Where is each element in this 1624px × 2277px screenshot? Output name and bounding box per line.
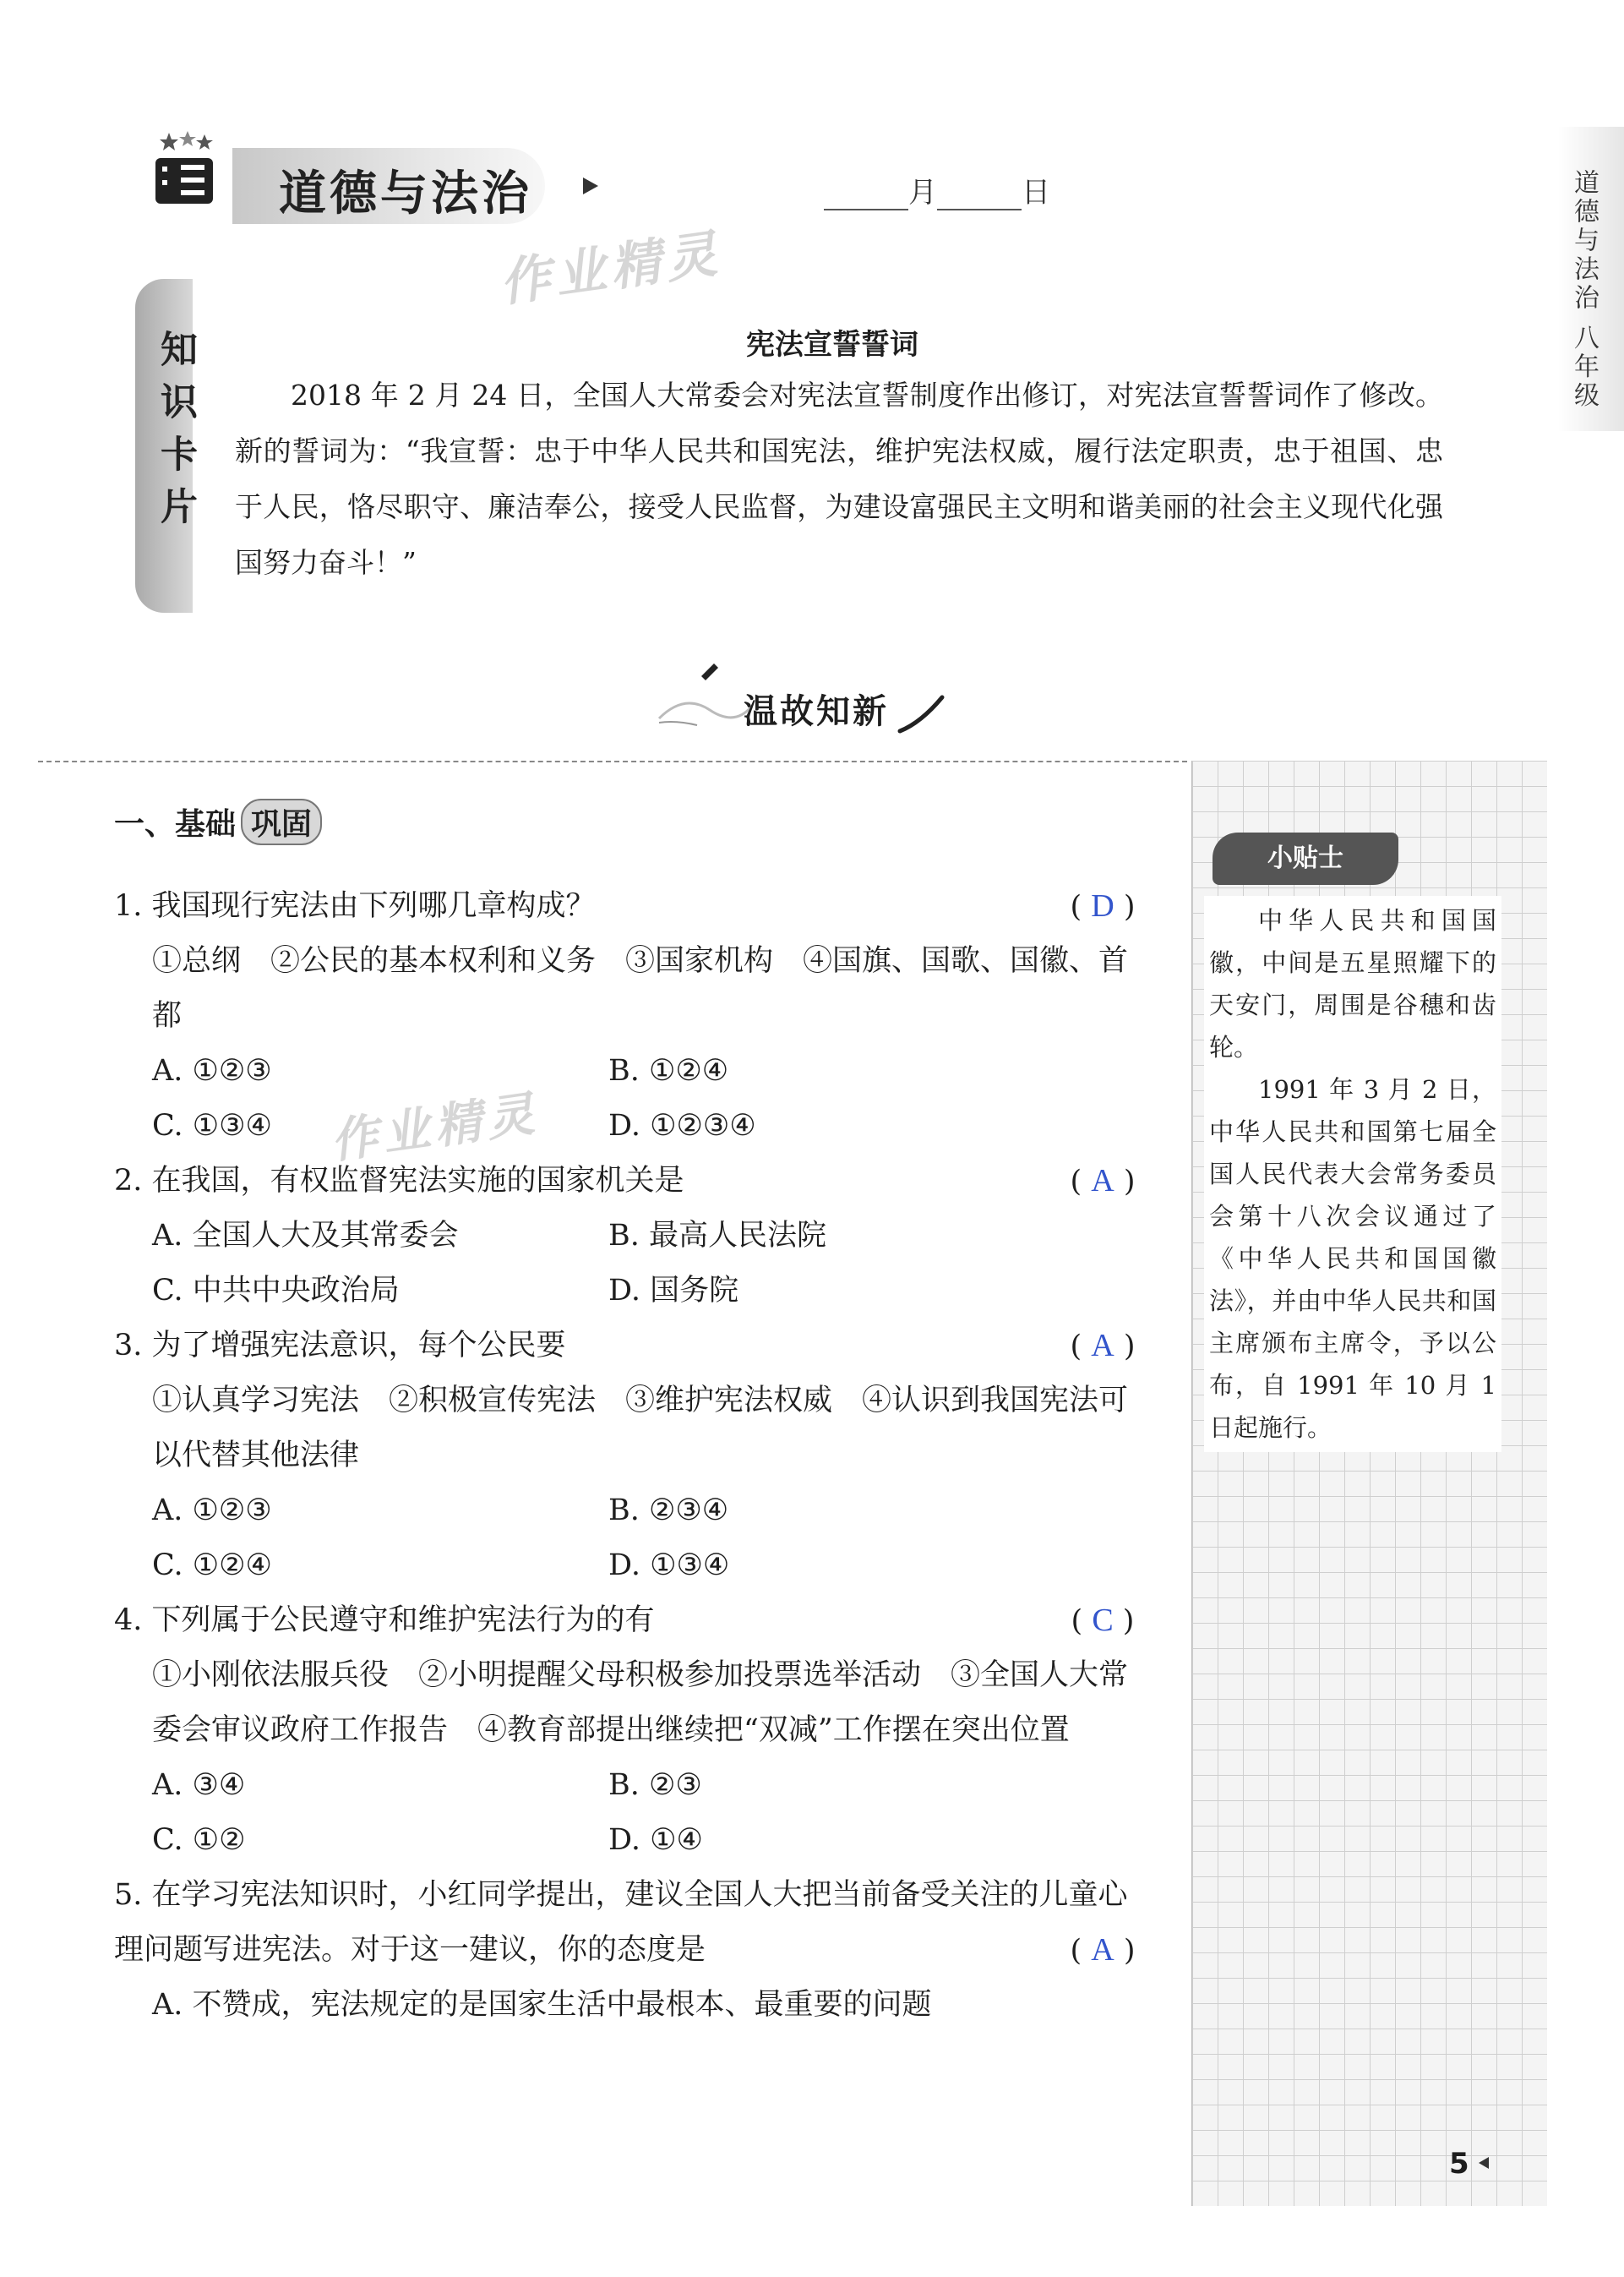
day-blank[interactable] <box>937 185 1022 210</box>
tips-paragraph-1: 中华人民共和国国徽，中间是五星照耀下的天安门，周围是谷穗和齿轮。 <box>1209 906 1496 1062</box>
oath-paragraph: 2018 年 2 月 24 日，全国人大常委会对宪法宣誓制度作出修订，对宪法宣誓誓词作了修改。新的誓词为：“我宣誓：忠于中华人民共和国宪法，维护宪法权威，履行法定职责，忠于祖国、忠于人民，恪尽职守、廉洁奉公，接受人民监督，为建设富强民主文明和谐美丽的社会主义现代化强国努力奋斗！” <box>235 379 1443 579</box>
answer-mark: C <box>1092 1603 1114 1638</box>
month-blank[interactable] <box>824 185 908 210</box>
choice-grid <box>114 1483 1153 1593</box>
question-stem: 1. 我国现行宪法由下列哪几章构成？ <box>114 889 596 923</box>
question-stem: 5. 在学习宪法知识时，小红同学提出，建议全国人大把当前备受关注的儿童心理问题写进宪法。对于这一建议，你的态度是 <box>114 1878 1128 1967</box>
part-heading <box>114 799 322 845</box>
choice-d[interactable]: D. 国务院 <box>608 1274 739 1308</box>
answer-mark: D <box>1091 888 1114 924</box>
choice-d[interactable]: D. ①③④ <box>608 1548 730 1582</box>
choice-a[interactable]: A. ①②③ <box>152 1493 272 1527</box>
tips-paragraph-2: 1991 年 3 月 2 日，中华人民共和国第七届全国人民代表大会常务委员会第十八次会议通过了《中华人民共和国国徽法》，并由中华人民共和国主席颁布主席令，予以公布，自 1991 年 10 月 1 日起施行。 <box>1209 1075 1496 1442</box>
answer-mark: A <box>1091 1163 1114 1199</box>
choice-d[interactable]: D. ①②③④ <box>608 1109 756 1143</box>
knowledge-card-title: 宪法宣誓誓词 <box>746 328 918 362</box>
spine-label: 道德与法治 八年级 <box>1569 169 1599 411</box>
choice-a[interactable]: A. ③④ <box>152 1768 246 1802</box>
date-fill-line <box>824 169 1050 210</box>
section-title: 温故知新 <box>744 692 889 731</box>
choice-grid <box>114 1758 1153 1868</box>
section-divider <box>38 761 1187 762</box>
page-number: 5 <box>1449 2147 1469 2181</box>
book-stars-logo <box>144 131 228 207</box>
knowledge-card-label: 知识卡片 <box>154 330 197 539</box>
choice-b[interactable]: B. ②③ <box>608 1768 702 1802</box>
knowledge-card <box>194 283 1470 617</box>
choice-grid <box>114 1044 1153 1154</box>
answer-parentheses[interactable]: ( C ) <box>1071 1603 1135 1638</box>
knowledge-card-body <box>235 368 1443 591</box>
choice-d[interactable]: D. ①④ <box>608 1823 703 1857</box>
choice-a[interactable]: A. 全国人大及其常委会 <box>152 1219 459 1253</box>
tips-label: 小贴士 <box>1213 833 1398 885</box>
question-5 <box>114 1868 1153 2033</box>
watermark-inline: 作业精灵 <box>327 1086 542 1170</box>
answer-parentheses[interactable]: ( D ) <box>1070 888 1136 924</box>
question-stem: 2. 在我国，有权监督宪法实施的国家机关是 <box>114 1164 684 1198</box>
question-statements: ①总纲 ②公民的基本权利和义务 ③国家机构 ④国旗、国歌、国徽、首都 <box>152 944 1129 1033</box>
choice-b[interactable]: B. ②③④ <box>608 1493 729 1527</box>
tips-content <box>1204 896 1501 1452</box>
part-badge: 巩固 <box>241 799 322 845</box>
month-label: 月 <box>908 176 937 210</box>
answer-mark: A <box>1091 1932 1114 1968</box>
watermark: 作业精灵 <box>496 223 726 314</box>
choice-b[interactable]: B. ①②④ <box>608 1054 729 1088</box>
choice-b[interactable]: B. 最高人民法院 <box>608 1219 826 1253</box>
question-statements: ①小刚依法服兵役 ②小明提醒父母积极参加投票选举活动 ③全国人大常委会审议政府工作报告 ④教育部提出继续把“双减”工作摆在突出位置 <box>152 1658 1129 1747</box>
choice-a[interactable]: A. 不赞成，宪法规定的是国家生活中最根本、最重要的问题 <box>152 1988 932 2022</box>
question-4 <box>114 1593 1153 1868</box>
part-label: 一、基础 <box>114 807 237 842</box>
question-list <box>114 879 1153 2033</box>
subject-title: 道德与法治 <box>279 167 532 221</box>
choice-grid <box>114 1209 1153 1319</box>
choice-a[interactable]: A. ①②③ <box>152 1054 272 1088</box>
question-2 <box>114 1154 1153 1319</box>
answer-parentheses[interactable]: ( A ) <box>1070 1163 1136 1199</box>
question-statements: ①认真学习宪法 ②积极宣传宪法 ③维护宪法权威 ④认识到我国宪法可以代替其他法律 <box>152 1384 1129 1472</box>
answer-parentheses[interactable]: ( A ) <box>1070 1932 1136 1968</box>
page-pointer-icon <box>1479 2157 1489 2169</box>
day-label: 日 <box>1022 176 1050 210</box>
choice-c[interactable]: C. ①③④ <box>152 1109 272 1143</box>
question-stem: 4. 下列属于公民遵守和维护宪法行为的有 <box>114 1603 655 1637</box>
brush-flourish-icon <box>896 693 946 735</box>
answer-mark: A <box>1091 1328 1114 1363</box>
choice-c[interactable]: C. ①②④ <box>152 1548 272 1582</box>
answer-parentheses[interactable]: ( A ) <box>1070 1328 1136 1363</box>
question-stem: 3. 为了增强宪法意识，每个公民要 <box>114 1329 566 1362</box>
question-1 <box>114 879 1153 1154</box>
question-3 <box>114 1319 1153 1593</box>
arrow-right-icon <box>583 177 598 194</box>
choice-c[interactable]: C. 中共中央政治局 <box>152 1274 400 1308</box>
choice-c[interactable]: C. ①② <box>152 1823 246 1857</box>
